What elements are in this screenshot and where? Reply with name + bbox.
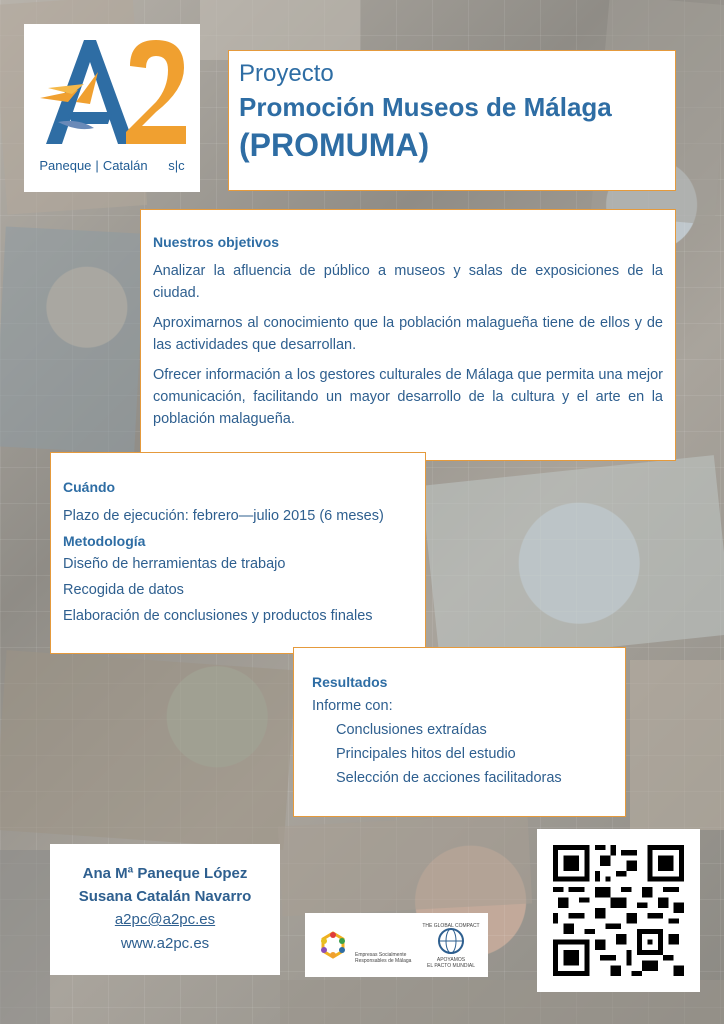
a2-logo-mark [38,32,188,150]
methodology-item: Diseño de herramientas de trabajo [63,556,286,572]
methodology-item: Recogida de datos [63,582,184,598]
collage-photo [630,660,724,830]
results-item: Selección de acciones facilitadoras [336,770,562,786]
results-intro: Informe con: [312,698,393,714]
collage-photo [421,455,724,665]
project-title-box [228,50,676,191]
partner-logos-graphic [305,913,488,977]
contact-email-link[interactable]: a2pc@a2pc.es [114,911,216,928]
partner-logos [305,913,488,977]
objectives-section [140,209,676,461]
logo-caption [24,158,200,173]
when-heading: Cuándo [63,479,116,495]
objective-paragraph: Analizar la afluencia de público a museos y salas de exposiciones de la ciudad. [153,263,663,301]
qr-code-box [537,829,700,992]
logo-name-right: Catalán [102,158,148,173]
methodology-item: Elaboración de conclusiones y productos finales [63,608,373,624]
title-label: Proyecto [239,60,334,87]
schedule-methodology-section [50,452,426,654]
qr-code[interactable] [553,845,684,976]
esr-text-line1: Empresas Socialmente [355,952,407,958]
objectives-heading: Nuestros objetivos [153,234,280,250]
when-text: Plazo de ejecución: febrero—julio 2015 (6 meses) [63,508,384,524]
methodology-heading: Metodología [63,533,146,549]
project-acronym: (PROMUMA) [239,127,430,163]
logo-separator: | [95,158,99,173]
contact-name: Ana Mª Paneque López [82,865,248,882]
collage-photo [278,814,532,917]
global-compact-text-line1: APOYAMOS [436,957,466,963]
website-link[interactable]: www.a2pc.es [120,935,210,952]
global-compact-logo [422,923,479,969]
contact-box [50,844,280,975]
esr-text-line2: Responsables de Málaga [355,958,412,964]
esr-malaga-logo [321,932,412,964]
logo-name-left: Paneque [39,158,92,173]
global-compact-top-text: THE GLOBAL COMPACT [422,923,480,929]
project-name: Promoción Museos de Málaga [239,92,612,122]
collage-photo [0,226,146,453]
collage-photo [0,850,50,1024]
results-item: Principales hitos del estudio [336,746,516,762]
collage-photo [0,650,296,850]
global-compact-text-line2: EL PACTO MUNDIAL [427,963,475,969]
company-logo [24,24,200,192]
objective-paragraph: Ofrecer información a los gestores culturales de Málaga que permita una mejor comunicación, facilitando un mayor desarrollo de la cultura y el arte en la población malagueña. [153,367,663,427]
results-heading: Resultados [312,674,388,690]
logo-suffix: s|c [168,158,185,173]
contact-name: Susana Catalán Navarro [78,888,252,905]
results-section [293,647,626,817]
results-item: Conclusiones extraídas [336,722,487,738]
objective-paragraph: Aproximarnos al conocimiento que la población malagueña tiene de ellos y de las actividades que desarrollan. [153,315,663,353]
